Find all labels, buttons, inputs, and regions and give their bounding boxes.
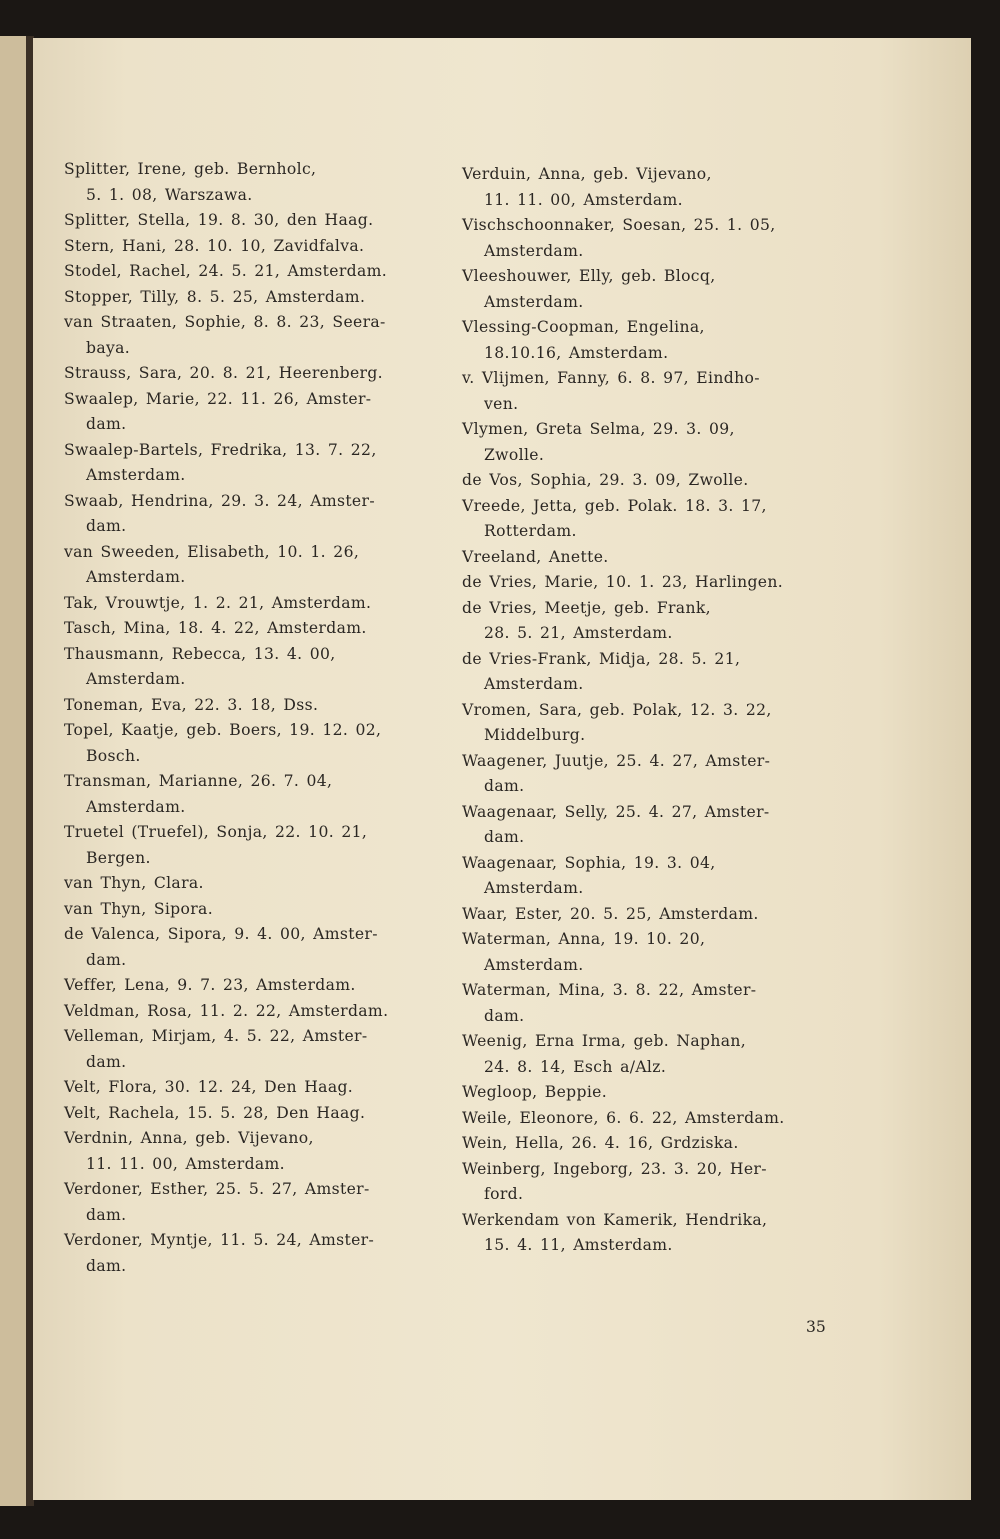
list-entry (64, 157, 436, 208)
list-entry (462, 647, 834, 698)
entry-line: van Thyn, Clara. (64, 874, 204, 892)
list-entry (64, 361, 436, 387)
entry-line: Stern, Hani, 28. 10. 10, Zavidfalva. (64, 236, 365, 255)
entry-continuation-line: Amsterdam. (86, 670, 186, 688)
list-entry (64, 1075, 436, 1101)
entry-line: Vlessing-Coopman, Engelina, (462, 318, 705, 336)
list-entry (462, 468, 834, 494)
entry-line: van Sweeden, Elisabeth, 10. 1. 26, (64, 542, 360, 561)
entry-continuation-line: Amsterdam. (86, 466, 186, 484)
entry-line: Vischschoonnaker, Soesan, 25. 1. 05, (462, 216, 776, 234)
entry-line: Werkendam von Kamerik, Hendrika, (462, 1210, 768, 1229)
page-number: 35 (806, 1318, 826, 1336)
entry-line: Swaab, Hendrina, 29. 3. 24, Amster- (64, 491, 375, 510)
entry-continuation-line: dam. (86, 1052, 127, 1071)
list-entry (64, 387, 436, 438)
entry-continuation-line: 5. 1. 08, Warszawa. (86, 185, 253, 204)
entry-continuation-line: 24. 8. 14, Esch a/Alz. (484, 1057, 667, 1076)
list-entry (64, 489, 436, 540)
list-entry (64, 616, 436, 642)
list-entry (64, 897, 436, 923)
entry-line: Verdnin, Anna, geb. Vijevano, (64, 1129, 314, 1147)
list-entry (64, 591, 436, 617)
entry-line: de Vries-Frank, Midja, 28. 5. 21, (462, 649, 741, 668)
list-entry (462, 1131, 834, 1157)
entry-line: Swaalep, Marie, 22. 11. 26, Amster- (64, 389, 372, 408)
list-entry (64, 1101, 436, 1127)
entry-continuation-line: Amsterdam. (484, 241, 584, 260)
entry-line: Weenig, Erna Irma, geb. Naphan, (462, 1032, 747, 1050)
list-entry (64, 718, 436, 769)
right-column (462, 162, 834, 1259)
list-entry (64, 259, 436, 285)
entry-continuation-line: dam. (86, 415, 127, 433)
list-entry (64, 208, 436, 234)
list-entry (462, 1080, 834, 1106)
entry-continuation-line: 18.10.16, Amsterdam. (484, 343, 669, 362)
list-entry (462, 749, 834, 800)
list-entry (462, 978, 834, 1029)
list-entry (64, 1024, 436, 1075)
entry-continuation-line: 11. 11. 00, Amsterdam. (86, 1154, 285, 1173)
entry-line: Vromen, Sara, geb. Polak, 12. 3. 22, (462, 700, 772, 719)
list-entry (462, 366, 834, 417)
entry-line: Vreeland, Anette. (462, 547, 609, 566)
entry-line: Veldman, Rosa, 11. 2. 22, Amsterdam. (64, 1001, 389, 1020)
entry-line: Verduin, Anna, geb. Vijevano, (462, 165, 712, 183)
entry-continuation-line: ford. (484, 1185, 524, 1203)
entry-line: Topel, Kaatje, geb. Boers, 19. 12. 02, (64, 721, 382, 739)
list-entry (64, 642, 436, 693)
list-entry (64, 871, 436, 897)
entry-continuation-line: Amsterdam. (484, 879, 584, 897)
entry-line: Weinberg, Ingeborg, 23. 3. 20, Her- (462, 1159, 767, 1178)
entry-line: van Straaten, Sophie, 8. 8. 23, Seera- (64, 313, 386, 331)
entry-continuation-line: 28. 5. 21, Amsterdam. (484, 624, 673, 642)
list-entry (462, 800, 834, 851)
entry-continuation-line: dam. (86, 1205, 127, 1224)
entry-line: Waterman, Anna, 19. 10. 20, (462, 930, 706, 948)
list-entry (462, 570, 834, 596)
entry-line: Waagener, Juutje, 25. 4. 27, Amster- (462, 751, 771, 770)
list-entry (462, 417, 834, 468)
entry-continuation-line: Amsterdam. (484, 292, 584, 311)
entry-continuation-line: Rotterdam. (484, 522, 577, 540)
entry-line: Wegloop, Beppie. (462, 1083, 608, 1101)
entry-line: Wein, Hella, 26. 4. 16, Grdziska. (462, 1134, 739, 1152)
list-entry (64, 1228, 436, 1279)
entry-line: Vreede, Jetta, geb. Polak. 18. 3. 17, (462, 496, 767, 515)
entry-continuation-line: dam. (86, 950, 127, 969)
entry-line: Stopper, Tilly, 8. 5. 25, Amsterdam. (64, 287, 366, 306)
entry-line: Waagenaar, Sophia, 19. 3. 04, (462, 853, 716, 872)
entry-line: Vlymen, Greta Selma, 29. 3. 09, (462, 420, 735, 438)
entry-continuation-line: dam. (86, 1256, 127, 1275)
entry-line: Velt, Rachela, 15. 5. 28, Den Haag. (64, 1103, 366, 1122)
entry-continuation-line: Amsterdam. (86, 568, 186, 586)
entry-line: Toneman, Eva, 22. 3. 18, Dss. (64, 695, 319, 714)
list-entry (462, 1106, 834, 1132)
entry-line: Verdoner, Myntje, 11. 5. 24, Amster- (64, 1231, 375, 1249)
entry-line: v. Vlijmen, Fanny, 6. 8. 97, Eindho- (462, 369, 760, 387)
entry-line: Splitter, Irene, geb. Bernholc, (64, 160, 317, 178)
entry-line: Vleeshouwer, Elly, geb. Blocq, (462, 267, 716, 285)
list-entry (64, 922, 436, 973)
left-column (64, 157, 436, 1279)
list-entry (64, 540, 436, 591)
entry-line: van Thyn, Sipora. (64, 899, 214, 918)
entry-line: Verdoner, Esther, 25. 5. 27, Amster- (64, 1180, 370, 1198)
entry-line: de Vries, Meetje, geb. Frank, (462, 598, 711, 617)
entry-continuation-line: dam. (484, 828, 525, 846)
entry-line: Velleman, Mirjam, 4. 5. 22, Amster- (64, 1027, 368, 1045)
list-entry (462, 1029, 834, 1080)
list-entry (64, 234, 436, 260)
entry-line: de Vos, Sophia, 29. 3. 09, Zwolle. (462, 471, 749, 489)
entry-line: Velt, Flora, 30. 12. 24, Den Haag. (64, 1078, 354, 1096)
entry-line: Truetel (Truefel), Sonja, 22. 10. 21, (64, 823, 368, 841)
list-entry (64, 310, 436, 361)
entry-line: Stodel, Rachel, 24. 5. 21, Amsterdam. (64, 262, 388, 280)
entry-line: Weile, Eleonore, 6. 6. 22, Amsterdam. (462, 1108, 785, 1127)
entry-continuation-line: Bosch. (86, 746, 141, 765)
list-entry (462, 596, 834, 647)
list-entry (462, 851, 834, 902)
entry-continuation-line: Amsterdam. (484, 675, 584, 693)
entry-continuation-line: Amsterdam. (484, 955, 584, 974)
entry-continuation-line: Amsterdam. (86, 797, 186, 816)
list-entry (64, 693, 436, 719)
entry-continuation-line: Middelburg. (484, 726, 586, 744)
list-entry (462, 213, 834, 264)
entry-line: Transman, Marianne, 26. 7. 04, (64, 772, 333, 790)
list-entry (462, 927, 834, 978)
list-entry (64, 1177, 436, 1228)
entry-line: Splitter, Stella, 19. 8. 30, den Haag. (64, 211, 374, 229)
entry-continuation-line: Zwolle. (484, 445, 545, 464)
list-entry (462, 902, 834, 928)
entry-continuation-line: Bergen. (86, 848, 151, 867)
list-entry (462, 545, 834, 571)
list-entry (462, 264, 834, 315)
list-entry (64, 438, 436, 489)
entry-continuation-line: dam. (484, 1006, 525, 1025)
entry-line: de Vries, Marie, 10. 1. 23, Harlingen. (462, 573, 784, 591)
list-entry (64, 973, 436, 999)
entry-continuation-line: ven. (484, 394, 519, 413)
entry-line: de Valenca, Sipora, 9. 4. 00, Amster- (64, 925, 378, 943)
list-entry (64, 820, 436, 871)
entry-line: Tasch, Mina, 18. 4. 22, Amsterdam. (64, 619, 367, 637)
entry-line: Swaalep-Bartels, Fredrika, 13. 7. 22, (64, 440, 377, 459)
entry-line: Waar, Ester, 20. 5. 25, Amsterdam. (462, 904, 759, 923)
list-entry (64, 769, 436, 820)
list-entry (462, 1157, 834, 1208)
list-entry (462, 162, 834, 213)
entry-continuation-line: baya. (86, 338, 131, 357)
list-entry (64, 285, 436, 311)
entry-line: Waagenaar, Selly, 25. 4. 27, Amster- (462, 802, 770, 821)
list-entry (64, 999, 436, 1025)
entry-line: Strauss, Sara, 20. 8. 21, Heerenberg. (64, 364, 383, 382)
list-entry (64, 1126, 436, 1177)
list-entry (462, 494, 834, 545)
entry-line: Thausmann, Rebecca, 13. 4. 00, (64, 644, 336, 663)
list-entry (462, 315, 834, 366)
entry-continuation-line: dam. (484, 777, 525, 795)
entry-continuation-line: dam. (86, 517, 127, 535)
list-entry (462, 698, 834, 749)
entry-line: Veffer, Lena, 9. 7. 23, Amsterdam. (64, 976, 356, 994)
entry-line: Waterman, Mina, 3. 8. 22, Amster- (462, 981, 757, 999)
entry-line: Tak, Vrouwtje, 1. 2. 21, Amsterdam. (64, 593, 372, 612)
entry-continuation-line: 15. 4. 11, Amsterdam. (484, 1236, 673, 1254)
entry-continuation-line: 11. 11. 00, Amsterdam. (484, 190, 683, 209)
list-entry (462, 1208, 834, 1259)
